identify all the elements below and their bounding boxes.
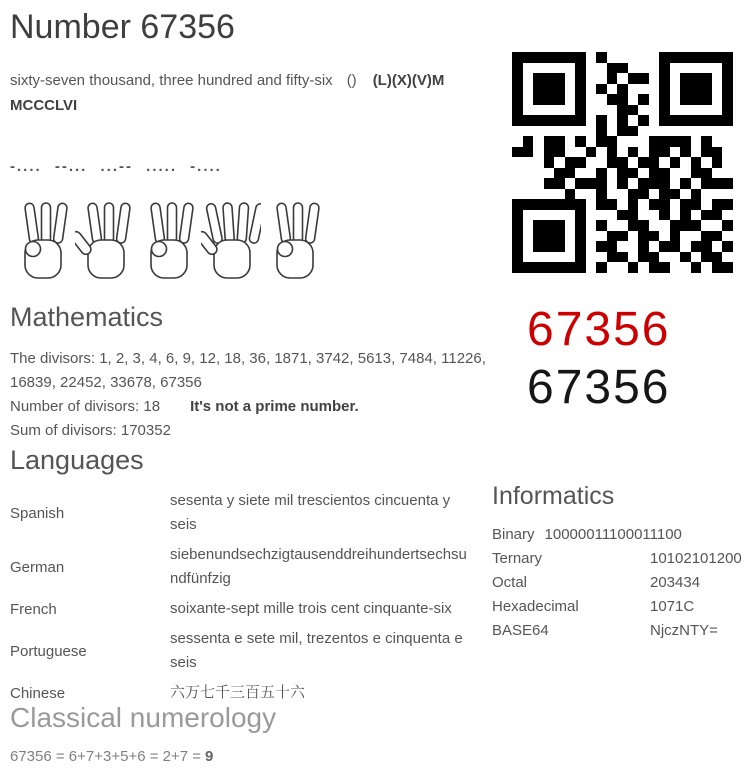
info-label: BASE64	[492, 622, 549, 639]
language-value: 六万七千三百五十六	[170, 684, 306, 701]
language-value: sesenta y siete mil trescientos cincuenta y seis	[170, 492, 451, 533]
divisor-sum-text: Sum of divisors: 170352	[10, 422, 171, 439]
divisors-text: The divisors: 1, 2, 3, 4, 6, 9, 12, 18, 36, 1871, 3742, 5613, 7484, 11226, 16839, 22452, 33678, 67356	[10, 350, 486, 391]
numerology-heading: Classical numerology	[10, 702, 277, 733]
info-value: NjczNTY=	[650, 622, 718, 639]
language-row-spanish	[10, 486, 482, 540]
language-value: soixante-sept mille trois cent cinquante-six	[170, 600, 452, 617]
numerology-formula	[10, 748, 276, 765]
informatics-heading: Informatics	[492, 482, 615, 510]
informatics-section	[492, 482, 744, 643]
hand-sign-7-icon	[75, 196, 135, 285]
finger-counting-hands	[12, 196, 324, 285]
language-row-french	[10, 594, 482, 624]
info-row-base64	[492, 619, 744, 643]
language-name: Chinese	[10, 684, 66, 702]
language-name: Portuguese	[10, 642, 87, 660]
languages-table	[10, 486, 482, 708]
languages-heading: Languages	[10, 445, 144, 475]
big-number-red: 67356	[527, 303, 671, 356]
info-value: 1071C	[650, 598, 695, 615]
info-label: Hexadecimal	[492, 598, 579, 615]
language-name: German	[10, 558, 65, 576]
info-value: 203434	[650, 574, 701, 591]
language-value: siebenundsechzigtausenddreihundertsechsundfünfzig	[170, 546, 467, 587]
informatics-table	[492, 523, 744, 643]
info-row-hexadecimal	[492, 595, 744, 619]
language-name: French	[10, 600, 57, 618]
hand-sign-3-icon	[138, 196, 198, 285]
languages-section	[10, 445, 482, 708]
info-label: Octal	[492, 574, 528, 591]
numerology-section	[10, 702, 276, 776]
number-in-words: sixty-seven thousand, three hundred and fifty-six	[10, 72, 333, 89]
info-row-ternary	[492, 547, 744, 571]
prime-note: It's not a prime number.	[190, 398, 359, 415]
language-name: Spanish	[10, 504, 65, 522]
empty-parens: ()	[346, 72, 357, 89]
qr-code	[512, 52, 733, 273]
formula-text: 67356 = 6+7+3+5+6 = 2+7 =	[10, 748, 202, 765]
roman-numeral-line1: (L)(X)(V)M	[372, 72, 445, 89]
hand-sign-5-icon	[201, 196, 261, 285]
morse-code-text: -.... --... ...-- ..... -....	[10, 158, 222, 175]
info-value: 10102101200	[650, 550, 742, 567]
hand-sign-6-icon	[264, 196, 324, 285]
big-number-black: 67356	[527, 361, 671, 414]
divisor-count-row	[10, 395, 490, 419]
info-row-binary	[492, 523, 744, 547]
language-value: sessenta e sete mil, trezentos e cinquenta e seis	[170, 630, 463, 671]
hand-sign-6-icon	[12, 196, 72, 285]
number-words-block	[10, 68, 510, 118]
mathematics-section	[10, 302, 490, 443]
info-value: 10000011100011100	[544, 526, 682, 543]
divisor-count-text: Number of divisors: 18	[10, 398, 161, 415]
info-label: Binary	[492, 526, 535, 543]
info-row-octal	[492, 571, 744, 595]
info-label: Ternary	[492, 550, 543, 567]
language-row-portuguese	[10, 624, 482, 678]
page-title: Number 67356	[10, 8, 235, 46]
language-row-german	[10, 540, 482, 594]
roman-numeral-line2: MCCCLVI	[10, 97, 78, 114]
formula-result: 9	[205, 748, 214, 765]
mathematics-heading: Mathematics	[10, 302, 164, 332]
